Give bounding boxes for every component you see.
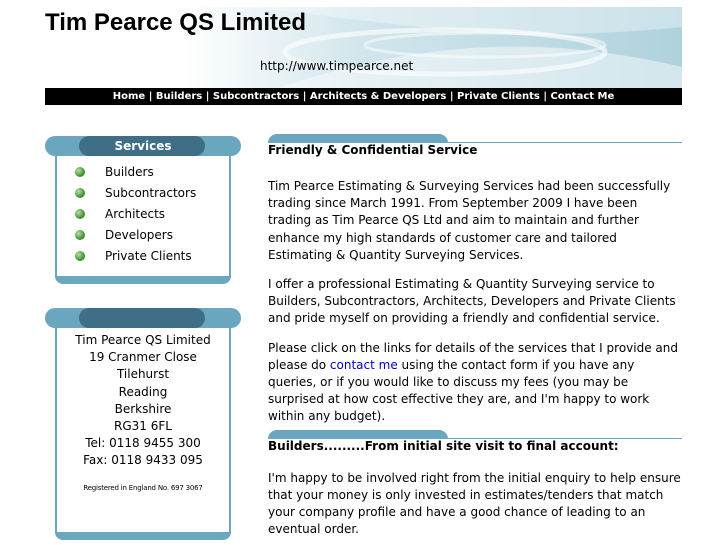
nav-separator: |: [148, 91, 153, 102]
address-area: Tilehurst: [116, 367, 170, 382]
address-footer-bar: [55, 532, 231, 540]
nav-separator: |: [449, 91, 454, 102]
company-name: Tim Pearce QS Limited: [75, 333, 211, 347]
green-bullet-icon: [75, 167, 85, 177]
services-panel: [45, 136, 241, 284]
nav-separator: |: [543, 91, 547, 102]
services-heading: Services: [114, 139, 172, 153]
service-label[interactable]: Builders: [105, 165, 154, 179]
nav-subcontractors[interactable]: Subcontractors: [212, 91, 300, 102]
nav-separator: |: [302, 91, 307, 102]
site-title: Tim Pearce QS Limited: [45, 9, 306, 36]
nav-architects-developers[interactable]: Architects & Developers: [309, 91, 447, 102]
main-content: [268, 134, 682, 538]
service-label[interactable]: Private Clients: [105, 249, 192, 263]
telephone: Tel: 0118 9455 300: [85, 436, 201, 451]
service-item-subcontractors[interactable]: [57, 183, 229, 204]
services-footer-bar: [55, 276, 231, 284]
green-bullet-icon: [75, 251, 85, 261]
address-town: Reading: [118, 384, 168, 399]
section-title-service: Friendly & Confidential Service: [268, 143, 478, 157]
section-title-builders: Builders.........From initial site visit to final account:: [268, 438, 619, 453]
services-body: [55, 156, 231, 276]
service-label[interactable]: Architects: [105, 207, 166, 221]
service-item-architects[interactable]: [57, 204, 229, 225]
contact-paragraph: [268, 340, 682, 426]
nav-private-clients[interactable]: Private Clients: [457, 91, 540, 102]
address-tab: [45, 308, 241, 328]
nav-home[interactable]: Home: [112, 91, 146, 102]
address-county: Berkshire: [114, 401, 172, 416]
service-item-builders[interactable]: [57, 162, 229, 183]
address-panel: [45, 308, 241, 540]
top-nav: [45, 88, 682, 105]
site-header: [45, 7, 682, 89]
intro-paragraph: Tim Pearce Estimating & Surveying Services had been successfully trading since March 1991. From September 2009 I have been trading as Tim Pearce QS Ltd and aim to maintain and further enhance my high standards of customer care and tailored Estimating & Quantity Surveying Services.: [268, 179, 671, 262]
nav-separator: |: [205, 91, 210, 102]
contact-me-link[interactable]: contact me: [329, 357, 398, 372]
services-paragraph: I offer a professional Estimating & Quantity Surveying service to Builders, Subcontractors, Architects, Developers and Private Clients and pride myself on providing a friendly and confidential service.: [268, 277, 676, 326]
section-header: [268, 430, 682, 460]
service-label[interactable]: Subcontractors: [105, 186, 197, 200]
service-label[interactable]: Developers: [105, 228, 173, 242]
green-bullet-icon: [75, 188, 85, 198]
address-body: [55, 328, 231, 532]
address-postcode: RG31 6FL: [114, 419, 172, 434]
contact-text-after: using the contact form if you have any queries, or if you would like to discuss my fees (you may be surprised at how cost effective they are, and I'm happy to work within any budget).: [268, 357, 650, 424]
service-item-private-clients[interactable]: [57, 246, 229, 267]
green-bullet-icon: [75, 209, 85, 219]
contact-text-before: Please click on the links for details of the services that I provide and please do: [268, 340, 678, 372]
site-url: http://www.timpearce.net: [260, 59, 414, 73]
service-item-developers[interactable]: [57, 225, 229, 246]
services-list: [57, 156, 229, 267]
green-bullet-icon: [75, 230, 85, 240]
nav-builders[interactable]: Builders: [155, 91, 203, 102]
fax: Fax: 0118 9433 095: [83, 453, 203, 468]
address-street: 19 Cranmer Close: [89, 350, 197, 365]
services-tab: [45, 136, 241, 156]
nav-contact-me[interactable]: Contact Me: [550, 91, 615, 102]
company-registration: Registered in England No. 697 3067: [83, 483, 203, 492]
section-header: [268, 134, 682, 164]
builders-paragraph: I'm happy to be involved right from the initial enquiry to help ensure that your money is only invested in estimates/tenders that match your company profile and have a good chance of leading to an eventual order.: [268, 470, 681, 537]
